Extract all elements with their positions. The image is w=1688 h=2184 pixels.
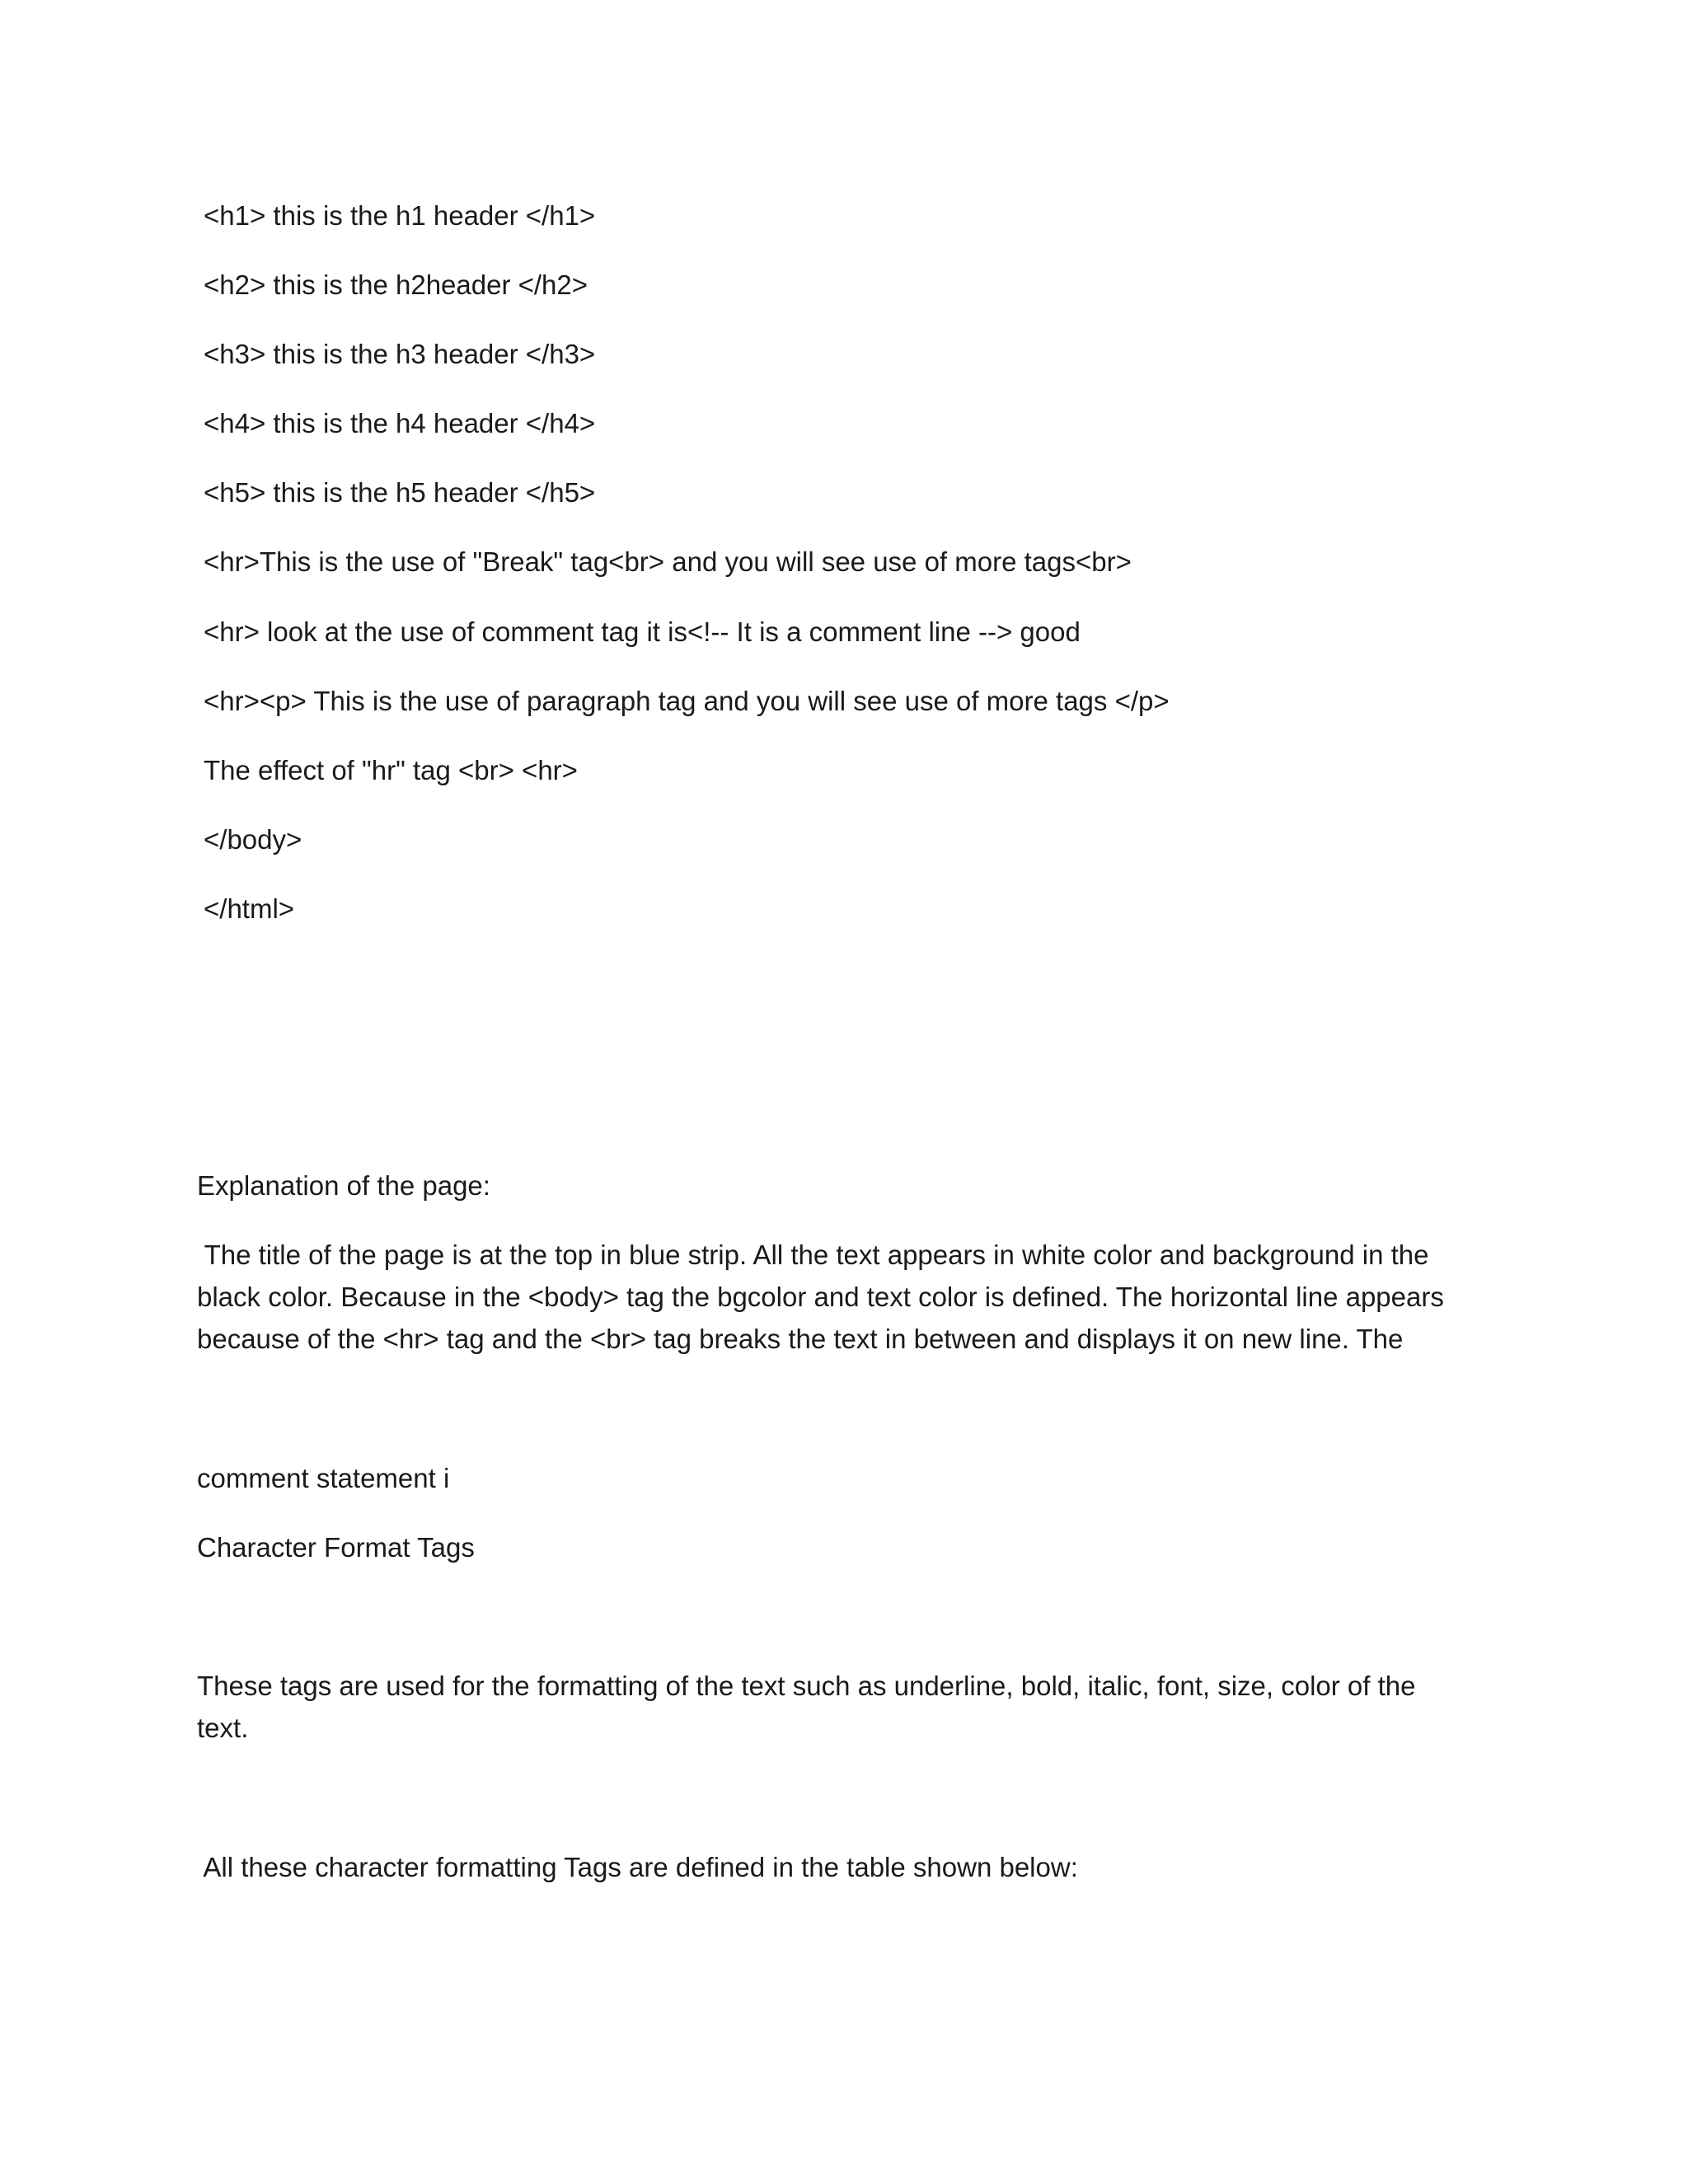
section-title: Character Format Tags <box>197 1532 475 1563</box>
code-line-h5: <h5> this is the h5 header </h5> <box>204 477 596 508</box>
code-line-break-tag: <hr>This is the use of "Break" tag<br> and you will see use of more tags<br> <box>204 546 1132 577</box>
code-line-h4: <h4> this is the h4 header </h4> <box>204 408 596 438</box>
explanation-heading: Explanation of the page: <box>197 1170 490 1201</box>
explanation-paragraph-line-2: black color. Because in the <body> tag the bgcolor and text color is defined. The horizontal line appears <box>197 1282 1444 1312</box>
tags-description-line-1: These tags are used for the formatting of the text such as underline, bold, italic, font, size, color of the <box>197 1671 1416 1701</box>
code-line-h2: <h2> this is the h2header </h2> <box>204 269 588 300</box>
table-intro: All these character formatting Tags are defined in the table shown below: <box>197 1852 1078 1882</box>
code-line-h1: <h1> this is the h1 header </h1> <box>204 200 596 231</box>
code-line-html-close: </html> <box>204 893 295 924</box>
code-line-hr-effect: The effect of "hr" tag <br> <hr> <box>204 755 578 785</box>
code-line-paragraph-tag: <hr><p> This is the use of paragraph tag and you will see use of more tags </p> <box>204 686 1170 716</box>
comment-statement: comment statement i <box>197 1463 450 1493</box>
explanation-paragraph-line-3: because of the <hr> tag and the <br> tag breaks the text in between and displays it on new line. The <box>197 1324 1404 1354</box>
explanation-paragraph-line-1: The title of the page is at the top in blue strip. All the text appears in white color and background in the <box>197 1240 1429 1270</box>
tags-description-line-2: text. <box>197 1713 249 1743</box>
code-line-comment-tag: <hr> look at the use of comment tag it is<!-- It is a comment line --> good <box>204 616 1081 647</box>
code-line-body-close: </body> <box>204 824 302 855</box>
code-line-h3: <h3> this is the h3 header </h3> <box>204 339 596 369</box>
